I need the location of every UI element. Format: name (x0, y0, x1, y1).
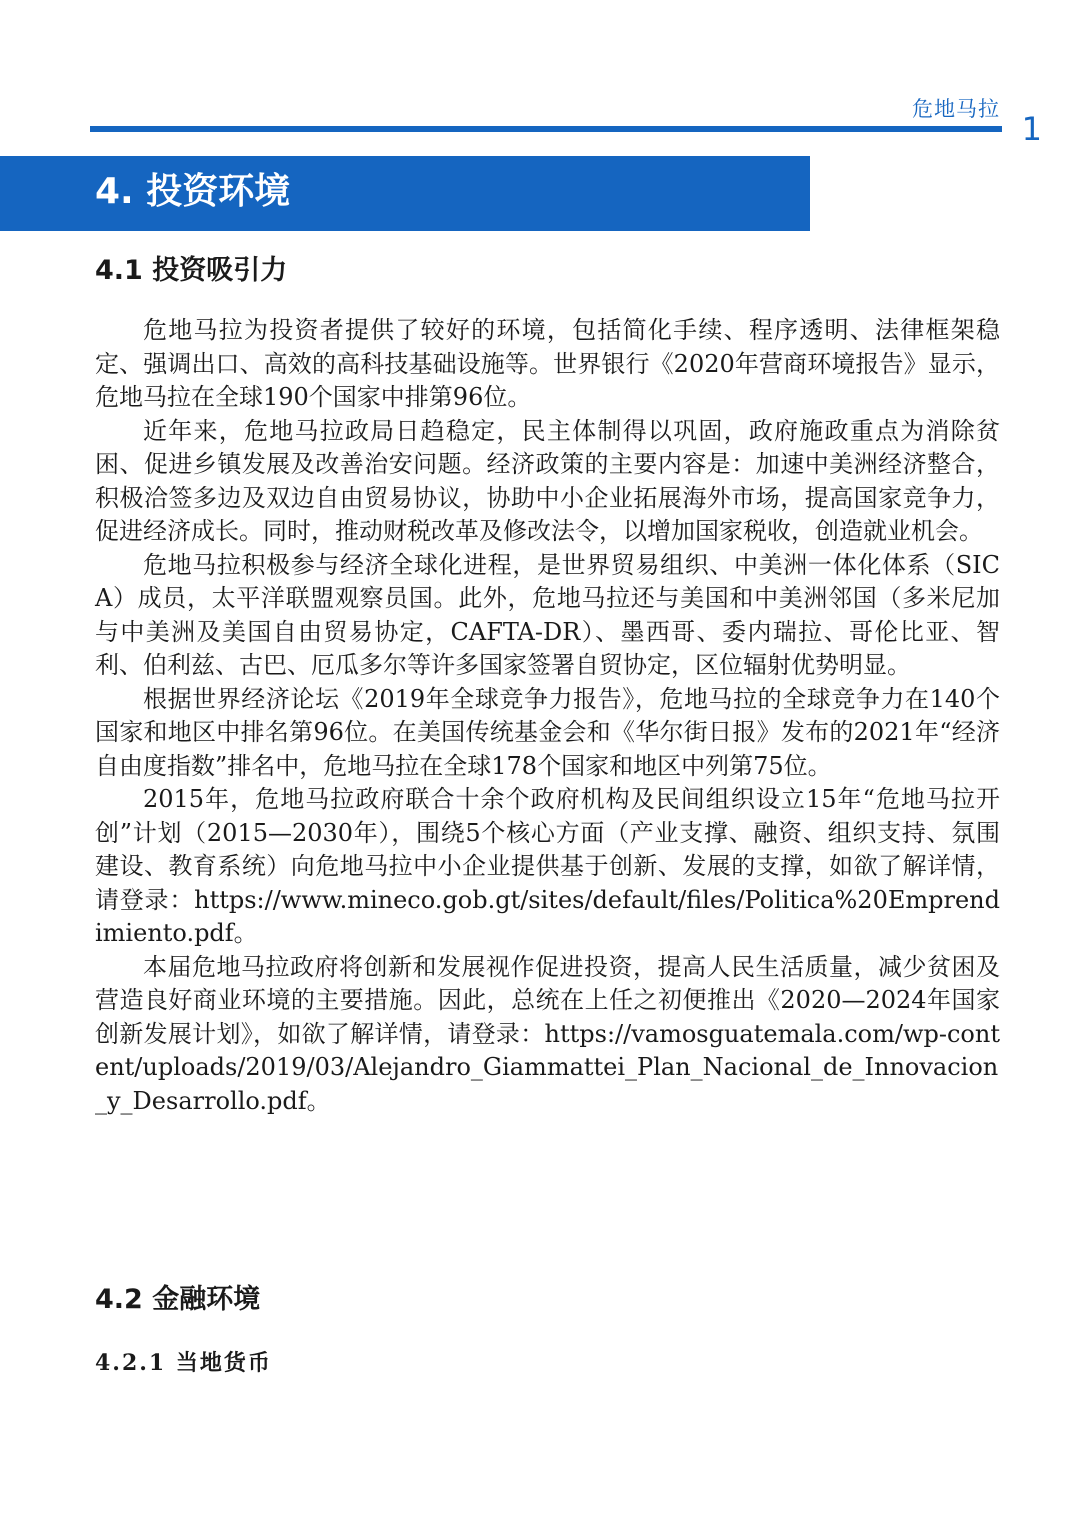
paragraph: 危地马拉为投资者提供了较好的环境，包括简化手续、程序透明、法律框架稳定、强调出口、高效的高科技基础设施等。世界银行《2020年营商环境报告》显示，危地马拉在全球190个国家中排第96位。 (95, 316, 1000, 411)
paragraph: 2015年，危地马拉政府联合十余个政府机构及民间组织设立15年“危地马拉开创”计划（2015—2030年），围绕5个核心方面（产业支撑、融资、组织支持、氛围建设、教育系统）向危地马拉中小企业提供基于创新、发展的支撑，如欲了解详情，请登录：https://www.mineco.gob.gt/sites/default/files/Politica%20Emprendimiento.pdf。 (95, 785, 1000, 947)
chapter-title: 4. 投资环境 (95, 171, 291, 212)
chapter-banner (0, 156, 810, 231)
paragraph: 近年来，危地马拉政局日趋稳定，民主体制得以巩固，政府施政重点为消除贫困、促进乡镇发展及改善治安问题。经济政策的主要内容是：加速中美洲经济整合，积极洽签多边及双边自由贸易协议，协助中小企业拓展海外市场，提高国家竞争力，促进经济成长。同时，推动财税改革及修改法令，以增加国家税收，创造就业机会。 (95, 416, 1000, 545)
running-header-country: 危地马拉 (912, 97, 1000, 121)
page-number: 1 (1021, 110, 1042, 148)
subsection-title-local-currency: 4.2.1 当地货币 (95, 1350, 272, 1376)
section-title-investment-attraction: 4.1 投资吸引力 (95, 255, 288, 286)
section-title-financial-environment: 4.2 金融环境 (95, 1284, 261, 1315)
header-rule (90, 126, 1002, 132)
section-body (95, 314, 1000, 1118)
paragraph: 危地马拉积极参与经济全球化进程，是世界贸易组织、中美洲一体化体系（SICA）成员，太平洋联盟观察员国。此外，危地马拉还与美国和中美洲邻国（多米尼加与中美洲及美国自由贸易协定，CAFTA-DR）、墨西哥、委内瑞拉、哥伦比亚、智利、伯利兹、古巴、厄瓜多尔等许多国家签署自贸协定，区位辐射优势明显。 (95, 550, 1000, 679)
paragraph: 根据世界经济论坛《2019年全球竞争力报告》，危地马拉的全球竞争力在140个国家和地区中排名第96位。在美国传统基金会和《华尔街日报》发布的2021年“经济自由度指数”排名中，危地马拉在全球178个国家和地区中列第75位。 (95, 684, 1000, 780)
paragraph: 本届危地马拉政府将创新和发展视作促进投资，提高人民生活质量，减少贫困及营造良好商业环境的主要措施。因此，总统在上任之初便推出《2020—2024年国家创新发展计划》，如欲了解详情，请登录：https://vamosguatemala.com/wp-content/uploads/2019/03/Alejandro_Giammattei_Plan_Nacional_de_Innovacion_y_Desarrollo.pdf。 (95, 952, 1000, 1115)
